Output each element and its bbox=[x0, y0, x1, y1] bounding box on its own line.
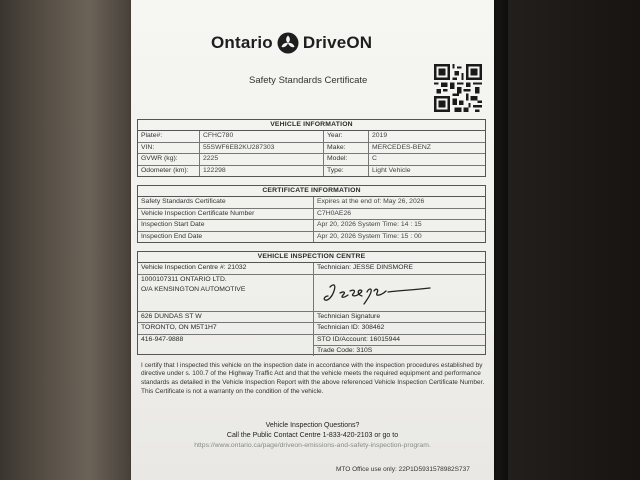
vehicle-row-odometer bbox=[138, 166, 485, 177]
qr-code bbox=[434, 64, 482, 112]
year-label: Year: bbox=[324, 131, 369, 142]
plate-label: Plate#: bbox=[138, 131, 200, 142]
centre-right-column bbox=[314, 263, 485, 356]
certificate-document bbox=[131, 0, 494, 480]
vehicle-row-gvwr bbox=[138, 154, 485, 166]
make-label: Make: bbox=[324, 143, 369, 154]
vehicle-row-plate bbox=[138, 131, 485, 143]
certificate-row-value: Apr 20, 2026 System Time: 14 : 15 bbox=[317, 221, 422, 228]
centre-left-column bbox=[138, 263, 314, 356]
contact-line: Call the Public Contact Centre 1-833-420-2103 or go to bbox=[226, 432, 399, 439]
vehicle-row-vin bbox=[138, 143, 485, 155]
centre-phone: 416-947-9888 bbox=[141, 335, 184, 343]
statement-paragraph: I certify that I inspected this vehicle on the inspection date in accordance with the inspection procedures established by directive under s. 100.7 of the Highway Traffic Act and that the vehicle meets the required equipment and performance standards as detailed in the Vehicle Inspection Report with the above referenced Vehicle Inspection Certificate Number. bbox=[141, 362, 485, 386]
gvwr-value: 2225 bbox=[200, 154, 324, 165]
certificate-row-label: Safety Standards Certificate bbox=[138, 197, 314, 208]
gvwr-label: GVWR (kg): bbox=[138, 154, 200, 165]
trillium-icon bbox=[277, 32, 299, 54]
vehicle-information-section bbox=[137, 119, 486, 177]
type-value: Light Vehicle bbox=[372, 166, 411, 174]
certificate-row-value: Apr 20, 2026 System Time: 15 : 00 bbox=[317, 232, 422, 240]
certificate-row-label: Inspection Start Date bbox=[138, 220, 314, 231]
centre-address: 626 DUNDAS ST W bbox=[138, 312, 313, 324]
program-url: https://www.ontario.ca/page/driveon-emissions-and-safety-inspection-program. bbox=[194, 442, 431, 449]
warranty-note: This Certificate is not a warranty on the condition of the vehicle. bbox=[141, 388, 324, 396]
certificate-row-value: C7H0AE26 bbox=[317, 209, 352, 217]
certificate-row bbox=[138, 209, 485, 221]
technician-id: Technician ID: 308462 bbox=[314, 323, 485, 335]
model-label: Model: bbox=[324, 154, 369, 165]
certificate-information-section bbox=[137, 185, 486, 243]
technician-name: Technician: JESSE DINSMORE bbox=[314, 263, 485, 275]
sto-account: STO ID/Account: 16015944 bbox=[314, 335, 485, 347]
centre-body bbox=[138, 263, 485, 356]
centre-city: TORONTO, ON M5T1H7 bbox=[138, 323, 313, 335]
questions-heading: Vehicle Inspection Questions? bbox=[265, 422, 360, 429]
certificate-row-label: Inspection End Date bbox=[138, 232, 314, 243]
vin-value: 55SWF6EB2KU287303 bbox=[200, 143, 324, 154]
ontario-driveon-logo bbox=[211, 30, 372, 56]
make-value: MERCEDES-BENZ bbox=[372, 143, 431, 151]
company-line-2: O/A KENSINGTON AUTOMOTIVE bbox=[141, 286, 246, 293]
page-title: Safety Standards Certificate bbox=[249, 75, 368, 86]
odometer-value: 122298 bbox=[200, 166, 324, 177]
centre-number: Vehicle Inspection Centre #: 21032 bbox=[138, 263, 313, 275]
certificate-row-value: Expires at the end of: May 26, 2026 bbox=[317, 198, 425, 205]
certification-statement bbox=[141, 362, 486, 397]
desk-background bbox=[494, 0, 508, 480]
inspection-centre-section bbox=[137, 251, 486, 355]
company-line-1: 1000107311 ONTARIO LTD. bbox=[141, 275, 227, 283]
odometer-label: Odometer (km): bbox=[138, 166, 200, 177]
mto-office-note: MTO Office use only: 22P1D5931578982S737 bbox=[336, 466, 470, 473]
trade-code: Trade Code: 310S bbox=[317, 347, 373, 354]
certificate-row bbox=[138, 197, 485, 209]
section-heading: VEHICLE INFORMATION bbox=[138, 120, 485, 131]
certificate-row bbox=[138, 232, 485, 243]
year-value: 2019 bbox=[372, 132, 388, 139]
brand-ontario: Ontario bbox=[211, 33, 273, 52]
signature-box bbox=[314, 275, 485, 312]
vin-label: VIN: bbox=[138, 143, 200, 154]
signature-label: Technician Signature bbox=[314, 312, 485, 324]
technician-signature bbox=[322, 279, 442, 309]
section-heading: VEHICLE INSPECTION CENTRE bbox=[138, 252, 485, 263]
certificate-row-label: Vehicle Inspection Certificate Number bbox=[138, 209, 314, 220]
brand-driveon: DriveON bbox=[302, 33, 373, 52]
section-heading: CERTIFICATE INFORMATION bbox=[138, 186, 485, 197]
model-value: C bbox=[372, 155, 377, 162]
certificate-row bbox=[138, 220, 485, 232]
type-label: Type: bbox=[324, 166, 369, 177]
plate-value: CFHC780 bbox=[200, 131, 324, 142]
